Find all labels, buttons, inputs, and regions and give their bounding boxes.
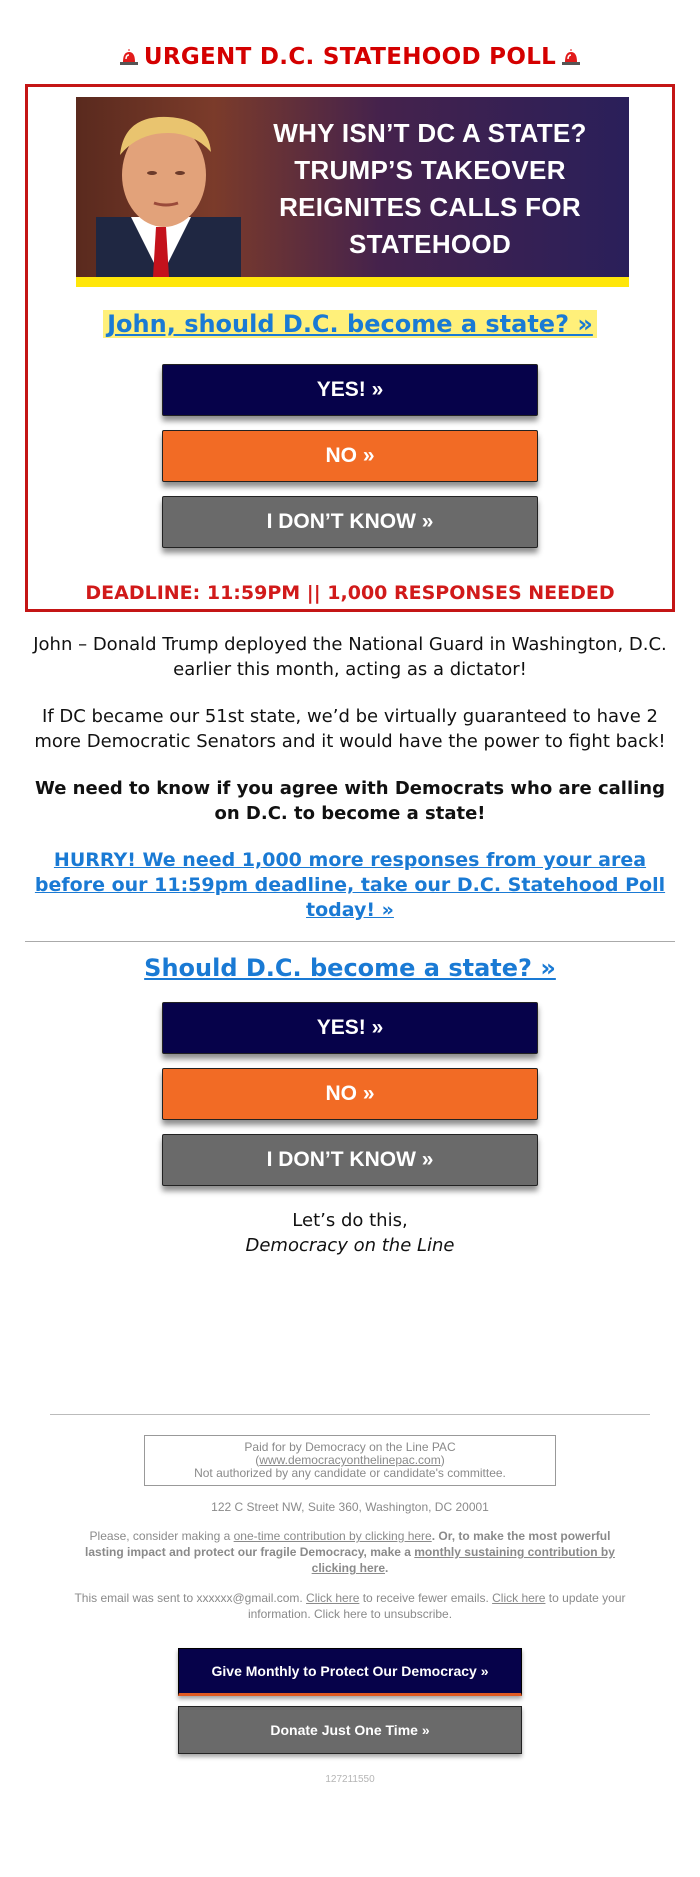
donate-once-button[interactable]: Donate Just One Time » [178,1706,522,1754]
one-time-contribution-link[interactable]: one-time contribution by clicking here [233,1529,432,1543]
paid-for-url-line: (www.democracyonthelinepac.com) [255,1453,445,1467]
body-paragraph: If DC became our 51st state, we’d be virtually guaranteed to have 2 more Democratic Senators and it would have the power to fight back! [34,706,666,752]
banner-headline-line: WHY ISN’T DC A STATE? [273,118,587,148]
sent-text: to receive fewer emails. [359,1591,493,1605]
ask-end: . [385,1561,389,1575]
poll-question-link[interactable]: John, should D.C. become a state? » [103,310,597,338]
sent-text: to update your information. Click here to unsubscribe. [247,1591,626,1621]
second-poll-question-link[interactable]: Should D.C. become a state? » [144,954,556,982]
hurry-paragraph [23,848,678,923]
page-title-text: URGENT D.C. STATEHOOD POLL [143,44,557,70]
banner-headline [241,115,619,263]
contribution-ask [70,1528,630,1576]
signoff-line: Let’s do this, [292,1210,408,1231]
banner-headline-line: STATEHOOD [348,229,512,259]
no-button[interactable]: NO » [162,1068,538,1120]
mailing-address: 122 C Street NW, Suite 360, Washington, DC 20001 [211,1500,489,1514]
second-poll-question [0,954,700,982]
not-authorized-text: Not authorized by any candidate or candidate's committee. [194,1466,506,1480]
email-code: 127211550 [325,1774,375,1785]
poll-question [28,310,672,338]
siren-icon [561,49,581,65]
paid-for-url-link[interactable]: www.democracyonthelinepac.com [259,1453,441,1467]
sent-text: This email was sent to xxxxxx@gmail.com. [74,1591,307,1605]
ask-text-bold: . Or, to make the most powerful lasting impact and protect our fragile Democracy, make a [85,1529,611,1559]
paid-for-box [144,1435,556,1486]
banner-headline-line: TRUMP’S TAKEOVER [294,155,566,185]
yes-button[interactable]: YES! » [162,1002,538,1054]
email-sent-notice [70,1590,630,1622]
update-info-link[interactable]: Click here [492,1591,546,1605]
dont-know-button[interactable]: I DON’T KNOW » [162,1134,538,1186]
email-page [0,44,700,1785]
signoff [0,1208,700,1258]
page-title [0,44,700,70]
monthly-contribution-link[interactable]: monthly sustaining contribution by clicking here [311,1545,615,1575]
deadline-text: DEADLINE: 11:59PM || 1,000 RESPONSES NEEDED [85,582,615,604]
banner-headline-line: REIGNITES CALLS FOR [279,192,581,222]
siren-icon [119,49,139,65]
dont-know-button[interactable]: I DON’T KNOW » [162,496,538,548]
second-poll-buttons [0,1002,700,1186]
body-paragraph: John – Donald Trump deployed the National Guard in Washington, D.C. earlier this month, acting as a dictator! [33,634,667,680]
signature: Democracy on the Line [245,1235,455,1256]
footer-divider [50,1414,650,1415]
no-button[interactable]: NO » [162,430,538,482]
hurry-link[interactable]: HURRY! We need 1,000 more responses from your area before our 11:59pm deadline, take our D.C. Statehood Poll today! » [34,849,666,921]
ask-text: Please, consider making a [89,1529,234,1543]
give-monthly-button[interactable]: Give Monthly to Protect Our Democracy » [178,1648,522,1696]
banner-yellow-stripe [76,277,629,287]
body-paragraph-bold: We need to know if you agree with Democrats who are calling on D.C. to become a state! [34,778,666,824]
poll-buttons [28,364,672,562]
banner-image[interactable] [76,97,629,287]
paid-for-text: Paid for by Democracy on the Line PAC [244,1440,456,1454]
fewer-emails-link[interactable]: Click here [306,1591,360,1605]
portrait-image [76,97,251,277]
yes-button[interactable]: YES! » [162,364,538,416]
poll-box [25,84,675,612]
section-divider [25,941,675,942]
